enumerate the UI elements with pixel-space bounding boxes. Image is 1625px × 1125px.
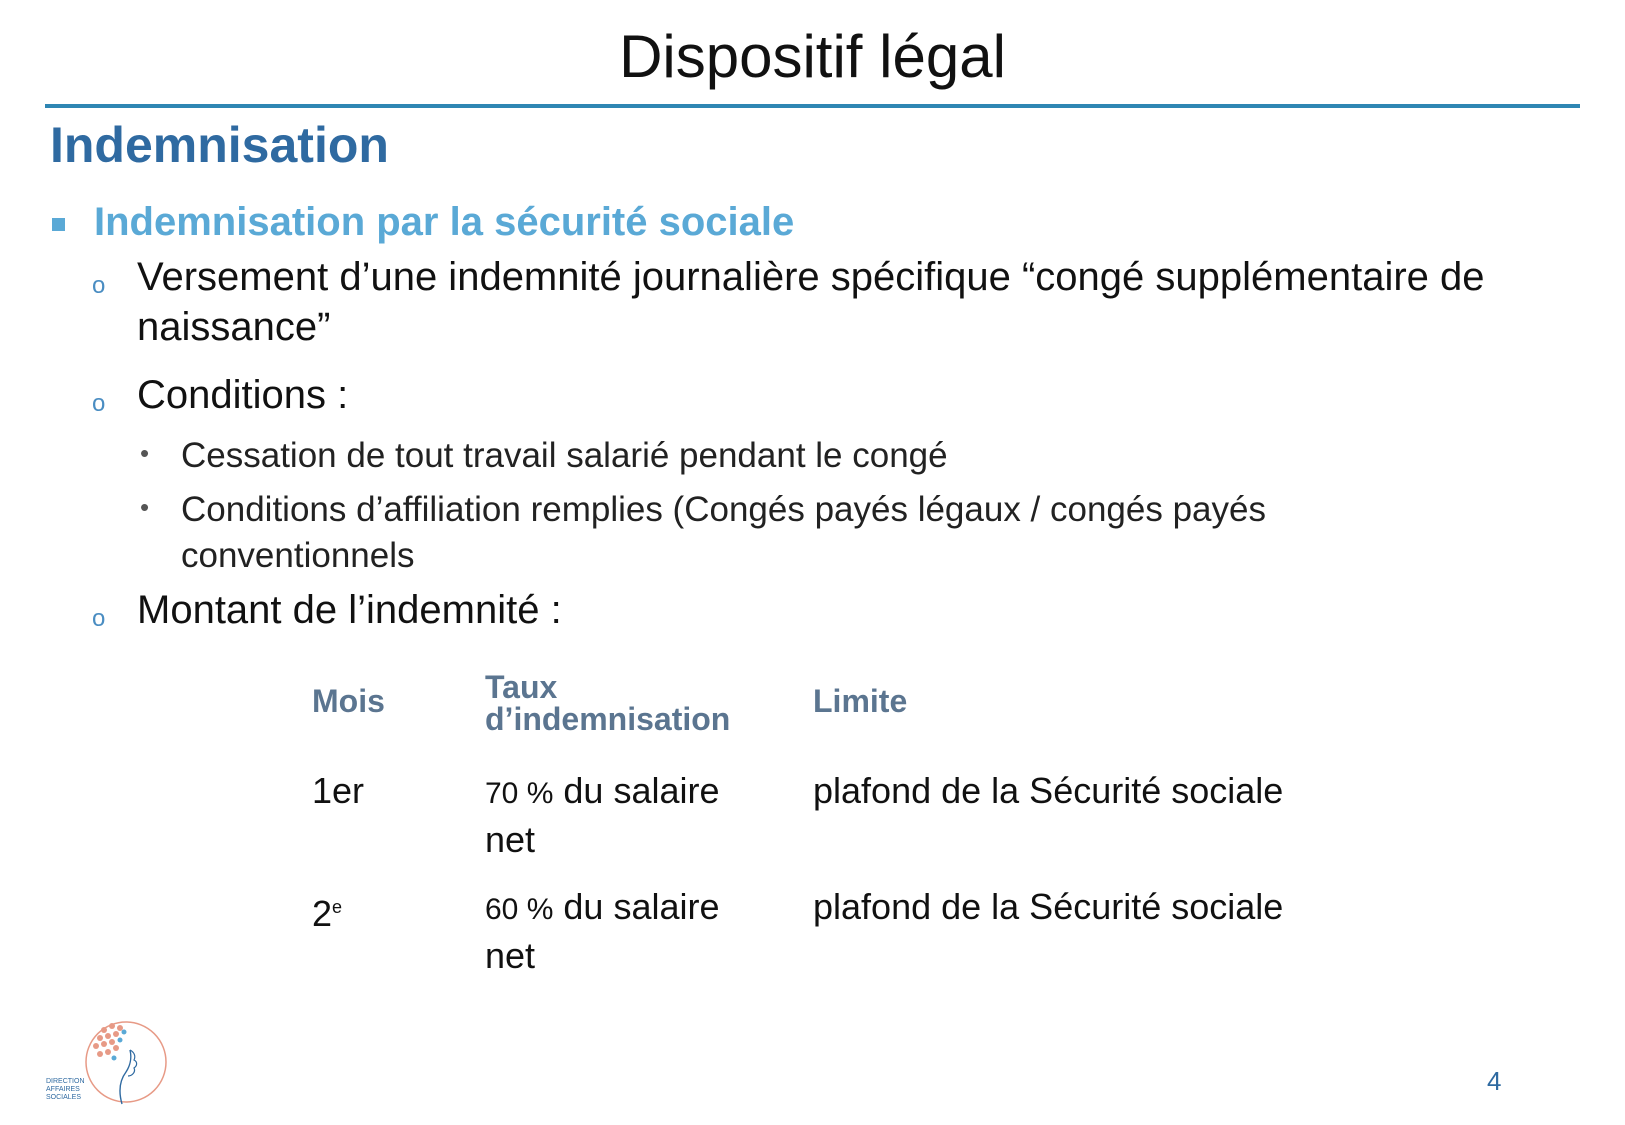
rate-percent: 60 % [485,893,554,926]
sub-list-item-line: Conditions d’affiliation remplies (Congés payés légaux / congés payés [181,490,1266,529]
list-item-line: Versement d’une indemnité journalière spécifique “congé supplémentaire de [137,255,1485,299]
list-item [137,252,1485,352]
dot-bullet-icon: • [140,492,150,522]
dot-bullet-icon: • [140,438,150,468]
table-header-line: d’indemnisation [485,701,731,737]
table-header-limite: Limite [813,683,908,719]
title-divider [45,104,1580,108]
square-bullet-icon [52,218,65,231]
table-cell-mois [312,884,342,937]
circle-bullet-icon: o [92,605,106,632]
logo [44,1018,168,1108]
list-item: Conditions : [137,373,349,417]
month-suffix: e [332,897,343,917]
circle-bullet-icon: o [92,390,106,417]
table-cell-taux [485,768,720,863]
table-cell-mois: 1er [312,770,365,811]
table-header-taux [485,671,730,735]
rate-percent: 70 % [485,777,554,810]
slide-title: Dispositif légal [619,23,1006,90]
sub-list-item-line: conventionnels [181,536,415,575]
sub-list-item [181,487,1266,579]
table-cell-limite: plafond de la Sécurité sociale [813,886,1284,927]
logo-text-line: AFFAIRES [46,1086,80,1093]
circle-bullet-icon: o [92,272,106,299]
logo-text-line: DIRECTION [46,1078,85,1085]
sub-list-item: Cessation de tout travail salarié pendant le congé [181,436,948,475]
section-heading: Indemnisation [50,117,389,173]
rate-text: du salaire [553,886,720,927]
rate-text: du salaire [553,770,720,811]
rate-text-line2: net [485,819,536,860]
page-number: 4 [1487,1066,1502,1096]
table-cell-taux [485,884,720,979]
list-item-line: naissance” [137,305,331,349]
logo-text-line: SOCIALES [46,1094,82,1101]
rate-text-line2: net [485,935,536,976]
bullet-heading: Indemnisation par la sécurité sociale [94,200,795,244]
logo-text [46,1078,85,1102]
month-number: 2 [312,893,333,934]
table-header-mois: Mois [312,683,385,719]
list-item: Montant de l’indemnité : [137,588,562,632]
table-cell-limite: plafond de la Sécurité sociale [813,770,1284,811]
table-header-line: Taux [485,669,558,705]
